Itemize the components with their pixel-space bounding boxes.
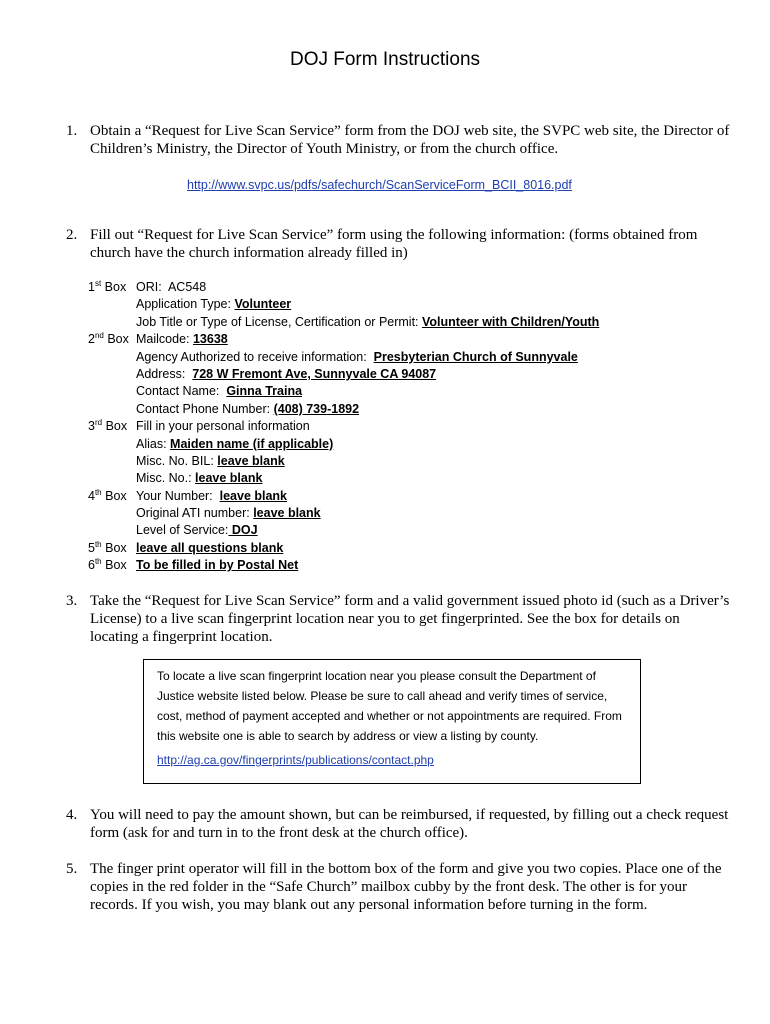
box-field [136,505,321,522]
item-number: 4. [66,807,78,823]
item-text: Take the “Request for Live Scan Service” form and a valid government issued photo id (such as a Driver’s License) to a live scan fingerprint location near you to get fingerprinted. See the box for details on locating a fingerprint location. [90,593,730,645]
box-line [88,296,728,313]
box-field-value: Volunteer [234,297,292,312]
instruction-item-5 [66,860,730,914]
box-field [136,401,359,418]
scan-service-form-link[interactable]: http://www.svpc.us/pdfs/safechurch/ScanServiceForm_BCII_8016.pdf [187,178,572,192]
box-field [136,314,599,331]
box-line [88,470,728,487]
box-line [88,488,728,505]
box-field-value: leave blank [217,453,285,468]
box-number: 6 [88,558,95,573]
box-field-label: Mailcode: [136,332,193,347]
instruction-item-3 [66,592,730,646]
box-line [88,314,728,331]
item-text: Obtain a “Request for Live Scan Service” form from the DOJ web site, the SVPC web site, the Director of Children’s Ministry, the Director of Youth Ministry, or from the church office. [90,123,730,157]
form-box-instructions [88,279,728,575]
box-ordinal-suffix: rd [94,417,103,427]
box-field-value: 728 W Fremont Ave, Sunnyvale CA 94087 [192,366,437,381]
box-line [88,401,728,418]
box-field [136,453,285,470]
box-number-label [88,279,126,296]
box-field-value: To be filled in by Postal Net [136,558,299,573]
instruction-item-2 [66,226,730,262]
box-number: 3 [88,419,95,434]
item-number: 1. [66,123,78,139]
box-word: Box [105,558,127,573]
box-line [88,418,728,435]
instruction-item-1 [66,122,730,158]
box-number-label [88,557,127,574]
box-line [88,505,728,522]
box-field-label: Address: [136,366,193,381]
box-field-label: Agency Authorized to receive information: [136,349,374,364]
box-line [88,366,728,383]
box-field [136,557,298,574]
box-field-value: Presbyterian Church of Sunnyvale [373,349,578,364]
box-field-label: ORI: AC548 [136,280,207,294]
box-field-value: leave blank [219,488,288,503]
box-field [136,540,283,557]
box-ordinal-suffix: nd [94,331,104,341]
box-field-value: leave all questions blank [136,540,284,555]
box-ordinal-suffix: th [94,557,102,567]
item-number: 2. [66,227,78,243]
box-line [88,349,728,366]
box-field [136,296,291,313]
box-field-label: Alias: [136,436,171,451]
box-field-label: Misc. No.: [136,471,196,486]
box-line [88,331,728,348]
box-word: Box [105,540,127,555]
box-field-value: 13638 [192,332,228,347]
instruction-item-4 [66,806,730,842]
box-field [136,331,228,348]
item-text: You will need to pay the amount shown, but can be reimbursed, if requested, by filling out a check request form (ask for and turn in to the front desk at the church office). [90,807,729,841]
box-field [136,366,436,383]
box-line [88,522,728,539]
box-field-value: Maiden name (if applicable) [170,436,334,451]
box-ordinal-suffix: th [94,487,102,497]
box-field-label: Original ATI number: [136,506,254,521]
box-field-label: Contact Name: [136,384,227,399]
box-field-value: leave blank [195,471,263,486]
box-field [136,436,333,453]
box-word: Box [105,419,128,434]
box-number-label [88,331,129,348]
box-ordinal-suffix: st [94,278,102,288]
fingerprint-locations-link[interactable]: http://ag.ca.gov/fingerprints/publications/contact.php [157,753,434,767]
box-number-label [88,418,127,435]
box-number: 1 [88,280,95,294]
item-number: 3. [66,593,78,609]
box-field [136,522,258,539]
box-field-value: Volunteer with Children/Youth [422,314,600,329]
box-field-label: Contact Phone Number: [136,401,274,416]
box-word: Box [104,280,127,294]
box-number-label [88,540,127,557]
box-field-value: Ginna Traina [226,384,303,399]
box-field [136,470,262,487]
box-field-value: leave blank [253,506,321,521]
info-box-text: To locate a live scan fingerprint location near you please consult the Department of Justice website listed below. Please be sure to call ahead and verify times of service, cost, method of payment accepted and whether or not appointments are required. From this website one is able to search by address or view a listing by county. [157,669,622,743]
box-number: 4 [88,488,95,503]
box-field [136,279,206,296]
box-line [88,453,728,470]
box-word: Box [107,332,129,347]
box-field-value: DOJ [228,523,258,538]
box-field-label: Your Number: [136,488,220,503]
item-text: Fill out “Request for Live Scan Service” form using the following information: (forms obtained from church have the church information already filled in) [90,227,698,261]
box-number-label [88,488,127,505]
box-field-label: Misc. No. BIL: [136,453,218,468]
box-field [136,383,302,400]
box-field-value: (408) 739-1892 [273,401,360,416]
box-number: 2 [88,332,95,347]
box-field-label: Application Type: [136,297,235,312]
box-line [88,557,728,574]
box-line [88,436,728,453]
box-ordinal-suffix: th [94,539,102,549]
box-number: 5 [88,540,95,555]
box-field-label: Job Title or Type of License, Certification or Permit: [136,314,423,329]
item-text: The finger print operator will fill in the bottom box of the form and give you two copies. Place one of the copies in the red folder in the “Safe Church” mailbox cubby by the front desk. The other is for your records. If you wish, you may blank out any personal information before turning in the form. [90,861,722,913]
box-field [136,488,287,505]
box-line [88,540,728,557]
box-word: Box [105,488,127,503]
fingerprint-location-info-box [143,659,641,784]
box-field [136,418,310,435]
box-line [88,383,728,400]
box-field [136,349,578,366]
box-field-label: Fill in your personal information [136,419,310,434]
item-number: 5. [66,861,78,877]
box-line [88,279,728,296]
page-title: DOJ Form Instructions [289,49,481,70]
box-field-label: Level of Service: [136,523,229,538]
